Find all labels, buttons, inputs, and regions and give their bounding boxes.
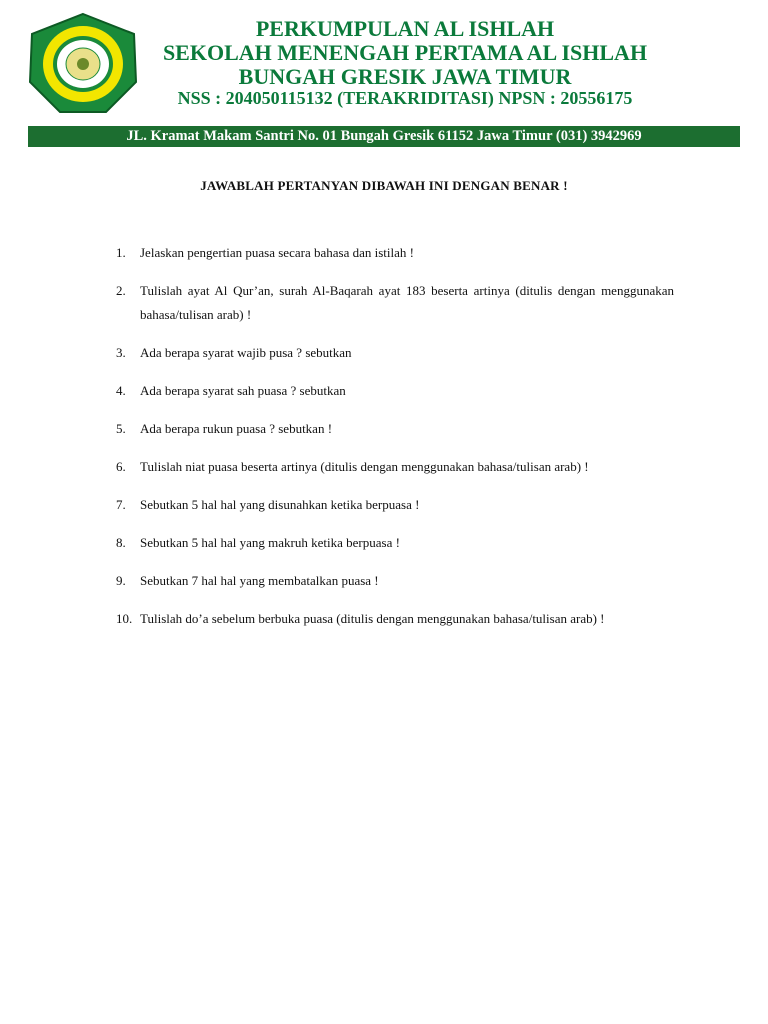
question-item xyxy=(116,279,674,326)
question-text: Sebutkan 5 hal hal yang disunahkan ketika berpuasa ! xyxy=(140,496,420,512)
question-text: Tulislah niat puasa beserta artinya (ditulis dengan menggunakan bahasa/tulisan arab) ! xyxy=(140,458,589,474)
question-number: 5. xyxy=(116,420,126,436)
question-item xyxy=(116,379,674,403)
question-number: 8. xyxy=(116,534,126,550)
question-number: 4. xyxy=(116,382,126,398)
instruction-heading: JAWABLAH PERTANYAN DIBAWAH INI DENGAN BENAR ! xyxy=(200,178,568,193)
address-bar: JL. Kramat Makam Santri No. 01 Bungah Gresik 61152 Jawa Timur (031) 3942969 xyxy=(28,126,740,147)
question-item xyxy=(116,607,674,631)
question-text: Ada berapa syarat wajib pusa ? sebutkan xyxy=(140,344,352,360)
question-text: Jelaskan pengertian puasa secara bahasa dan istilah ! xyxy=(140,245,414,260)
question-number: 9. xyxy=(116,572,126,588)
question-text: Sebutkan 5 hal hal yang makruh ketika berpuasa ! xyxy=(140,534,400,550)
question-number: 7. xyxy=(116,496,126,512)
question-item xyxy=(116,241,674,265)
question-item xyxy=(116,417,674,441)
school-logo xyxy=(26,12,140,116)
question-text: Sebutkan 7 hal hal yang membatalkan puasa ! xyxy=(140,572,379,588)
question-number: 3. xyxy=(116,344,126,360)
question-number: 2. xyxy=(116,283,126,298)
school-name: SEKOLAH MENENGAH PERTAMA AL ISHLAH xyxy=(162,40,648,65)
question-item xyxy=(116,341,674,365)
question-item xyxy=(116,531,674,555)
question-text: Ada berapa syarat sah puasa ? sebutkan xyxy=(140,382,346,398)
question-item xyxy=(116,455,674,479)
question-list xyxy=(116,241,674,645)
question-text: Tulislah do’a sebelum berbuka puasa (ditulis dengan menggunakan bahasa/tulisan arab) ! xyxy=(140,610,605,626)
question-number: 10. xyxy=(116,610,133,626)
question-item xyxy=(116,569,674,593)
question-item xyxy=(116,493,674,517)
org-name: PERKUMPULAN AL ISHLAH xyxy=(255,16,555,41)
question-number: 6. xyxy=(116,458,126,474)
question-text: Tulislah ayat Al Qur’an, surah Al-Baqarah ayat 183 beserta artinya (ditulis dengan menggunakan bahasa/tulisan arab) ! xyxy=(140,283,674,322)
question-text: Ada berapa rukun puasa ? sebutkan ! xyxy=(140,420,333,436)
school-location: BUNGAH GRESIK JAWA TIMUR xyxy=(238,64,572,89)
question-number: 1. xyxy=(116,245,126,260)
school-ids: NSS : 204050115132 (TERAKRIDITASI) NPSN : 20556175 xyxy=(177,88,633,108)
